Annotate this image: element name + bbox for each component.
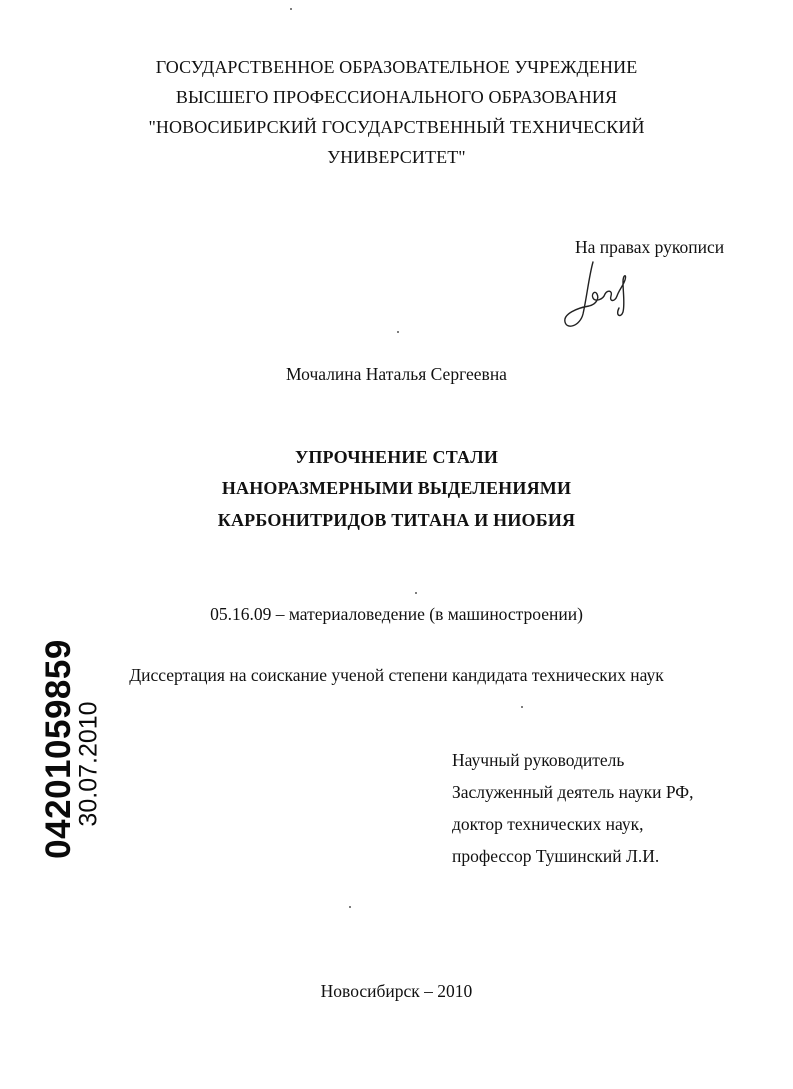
handwritten-signature — [553, 256, 643, 336]
specialty-code: 05.16.09 – материаловедение (в машиностроении) — [210, 604, 583, 624]
institution-line-3: "НОВОСИБИРСКИЙ ГОСУДАРСТВЕННЫЙ ТЕХНИЧЕСКИЙ — [148, 117, 645, 137]
supervisor-line-3: доктор технических наук, — [452, 814, 644, 834]
author-name: Мочалина Наталья Сергеевна — [286, 364, 507, 384]
manuscript-note: На правах рукописи — [575, 237, 725, 257]
stamp-number: 04201059859 — [39, 639, 78, 859]
institution-line-2: ВЫСШЕГО ПРОФЕССИОНАЛЬНОГО ОБРАЗОВАНИЯ — [175, 87, 618, 107]
scan-speck — [349, 906, 351, 908]
institution-line-4: УНИВЕРСИТЕТ" — [327, 147, 466, 167]
institution-line-1: ГОСУДАРСТВЕННОЕ ОБРАЗОВАТЕЛЬНОЕ УЧРЕЖДЕНИЕ — [155, 57, 638, 77]
scan-speck — [521, 706, 523, 708]
supervisor-line-1: Научный руководитель — [452, 750, 625, 770]
title-line-1: УПРОЧНЕНИЕ СТАЛИ — [294, 447, 499, 467]
scan-speck — [415, 592, 417, 594]
stamp-date: 30.07.2010 — [74, 701, 103, 827]
scan-speck — [290, 8, 292, 10]
degree-statement: Диссертация на соискание ученой степени кандидата технических наук — [129, 665, 664, 685]
supervisor-line-2: Заслуженный деятель науки РФ, — [452, 782, 694, 802]
title-line-2: НАНОРАЗМЕРНЫМИ ВЫДЕЛЕНИЯМИ — [221, 478, 572, 498]
scan-speck — [397, 331, 399, 333]
title-line-3: КАРБОНИТРИДОВ ТИТАНА И НИОБИЯ — [217, 510, 576, 530]
city-year: Новосибирск – 2010 — [320, 981, 473, 1001]
supervisor-line-4: профессор Тушинский Л.И. — [452, 846, 660, 866]
